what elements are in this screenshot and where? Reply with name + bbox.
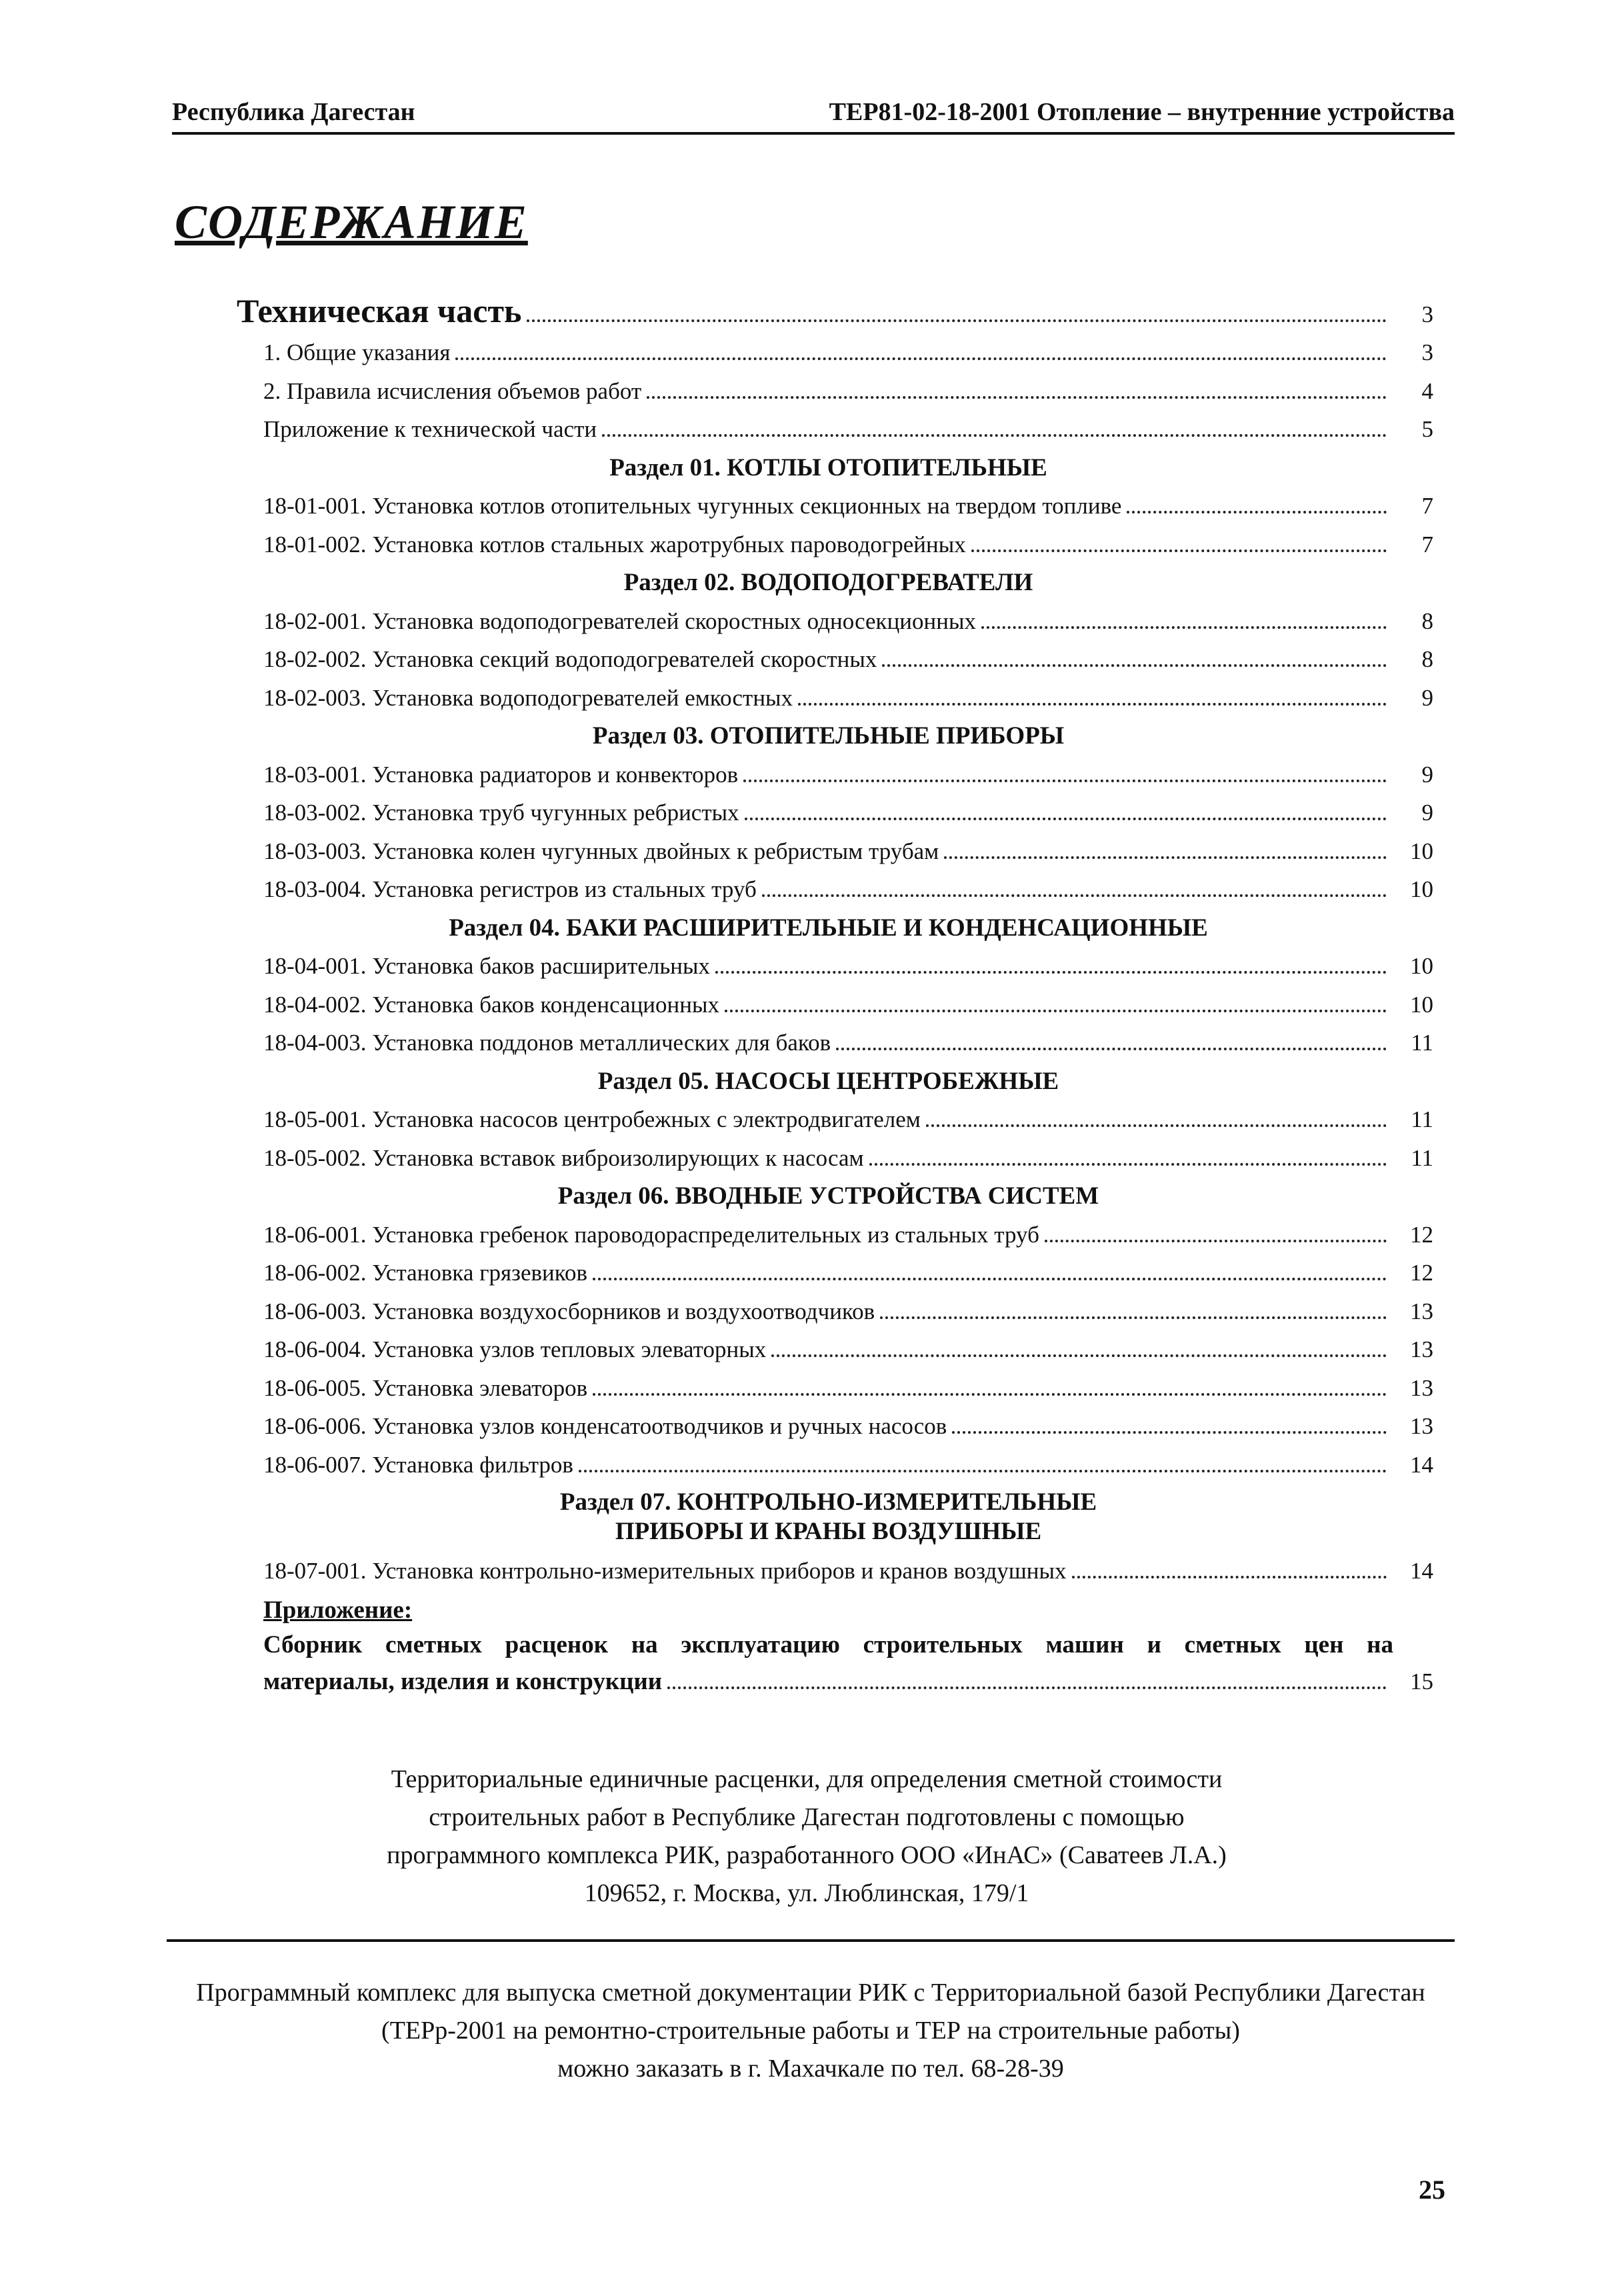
toc-entry[interactable] — [263, 1369, 1433, 1408]
toc-entry[interactable] — [263, 525, 1433, 564]
toc-entry[interactable] — [263, 1292, 1433, 1331]
toc-entry-page: 9 — [1421, 800, 1433, 826]
dot-leader — [647, 396, 1387, 399]
header-region: Республика Дагестан — [172, 98, 415, 126]
footer-block — [167, 1974, 1455, 2088]
toc-entry-label: 18-06-002. Установка грязевиков — [263, 1260, 588, 1286]
dot-leader — [593, 1278, 1387, 1280]
toc-entry-label: 18-07-001. Установка контрольно-измерительных приборов и кранов воздушных — [263, 1558, 1067, 1584]
toc-entry-page: 8 — [1421, 608, 1433, 634]
toc-general-item[interactable] — [263, 333, 1433, 372]
toc-entry[interactable] — [263, 756, 1433, 794]
toc-entry[interactable] — [263, 1216, 1433, 1254]
footer-line: (ТЕРр-2001 на ремонтно-строительные работы и ТЕР на строительные работы) — [381, 2017, 1240, 2045]
toc-entry[interactable] — [263, 1446, 1433, 1484]
toc-entry-label: 18-01-002. Установка котлов стальных жаротрубных пароводогрейных — [263, 531, 966, 557]
toc-entry-label: Техническая часть — [237, 292, 522, 329]
toc-entry-page: 11 — [1411, 1030, 1433, 1056]
credits-line: Территориальные единичные расценки, для определения сметной стоимости — [391, 1765, 1223, 1793]
footer-line: Программный комплекс для выпуска сметной документации РИК с Территориальной базой Республики Дагестан — [196, 1979, 1425, 2007]
toc-entry-page: 10 — [1410, 876, 1433, 902]
toc-entry-page: 13 — [1410, 1336, 1433, 1362]
toc-entry-label: 18-06-007. Установка фильтров — [263, 1451, 573, 1478]
toc-entry-label: 18-04-001. Установка баков расширительных — [263, 953, 711, 979]
dot-leader — [725, 1010, 1387, 1012]
toc-entry-page: 9 — [1421, 684, 1433, 711]
dot-leader — [1072, 1576, 1387, 1578]
toc-general-item[interactable] — [263, 372, 1433, 411]
toc-entry[interactable] — [263, 1024, 1433, 1062]
toc-entry-label: 18-03-004. Установка регистров из стальных труб — [263, 876, 757, 902]
toc-entry-label: 18-01-001. Установка котлов отопительных чугунных секционных на твердом топливе — [263, 493, 1122, 519]
toc-appendix-entry[interactable] — [263, 1662, 1433, 1701]
toc-entry[interactable] — [263, 870, 1433, 909]
toc-entry[interactable] — [263, 1254, 1433, 1292]
dot-leader — [869, 1163, 1387, 1166]
dot-leader — [762, 894, 1387, 897]
toc-entry-label: 2. Правила исчисления объемов работ — [263, 377, 642, 404]
toc-entry[interactable] — [263, 602, 1433, 641]
toc-entry[interactable] — [263, 1330, 1433, 1369]
header-document-code: ТЕР81-02-18-2001 Отопление – внутренние устройства — [829, 98, 1455, 126]
toc-sections — [263, 449, 1433, 1590]
toc-entry[interactable] — [263, 640, 1433, 679]
toc-section-heading[interactable]: Раздел 03. ОТОПИТЕЛЬНЫЕ ПРИБОРЫ — [592, 722, 1065, 750]
dot-leader — [952, 1431, 1387, 1434]
dot-leader — [971, 549, 1387, 552]
dot-leader — [771, 1354, 1387, 1357]
credits-line: строительных работ в Республике Дагестан подготовлены с помощью — [429, 1803, 1185, 1831]
dot-leader — [455, 357, 1387, 360]
dot-leader — [1045, 1240, 1387, 1242]
toc-entry[interactable] — [263, 832, 1433, 871]
toc-entry-page: 10 — [1410, 838, 1433, 864]
toc-entry-page: 14 — [1410, 1558, 1433, 1584]
toc-section-heading[interactable]: Раздел 01. КОТЛЫ ОТОПИТЕЛЬНЫЕ — [609, 453, 1047, 481]
toc-entry-page: 4 — [1421, 377, 1433, 404]
toc-entry[interactable] — [263, 1552, 1433, 1590]
toc-entry-page: 11 — [1411, 1106, 1433, 1132]
toc-entry-page: 14 — [1410, 1451, 1433, 1478]
credits-line: 109652, г. Москва, ул. Люблинская, 179/1 — [584, 1879, 1029, 1907]
toc-entry[interactable] — [263, 1139, 1433, 1178]
dot-leader — [602, 434, 1387, 437]
footer-line: можно заказать в г. Махачкале по тел. 68-28-39 — [557, 2055, 1064, 2083]
dot-leader — [745, 818, 1387, 820]
toc-entry[interactable] — [263, 1100, 1433, 1139]
toc-entry-page: 7 — [1421, 493, 1433, 519]
toc-entry[interactable] — [263, 986, 1433, 1024]
toc-entry[interactable] — [263, 947, 1433, 986]
dot-leader — [880, 1316, 1387, 1319]
table-of-contents — [237, 288, 1433, 1700]
dot-leader — [579, 1470, 1387, 1472]
toc-entry-page: 3 — [1421, 301, 1433, 327]
toc-general-items — [263, 333, 1433, 449]
toc-entry-page: 10 — [1410, 953, 1433, 979]
running-header — [172, 95, 1455, 135]
credits-block — [373, 1761, 1240, 1913]
toc-entry-label: материалы, изделия и конструкции — [263, 1667, 663, 1695]
toc-entry-label: 18-05-002. Установка вставок виброизолирующих к насосам — [263, 1144, 864, 1171]
credits-line: программного комплекса РИК, разработанного ООО «ИнАС» (Саватеев Л.А.) — [387, 1841, 1227, 1869]
toc-entry-label: 18-02-003. Установка водоподогревателей емкостных — [263, 684, 793, 711]
toc-entry[interactable] — [263, 794, 1433, 832]
toc-general-item[interactable] — [263, 410, 1433, 449]
toc-entry-page: 7 — [1421, 531, 1433, 557]
dot-leader — [667, 1686, 1387, 1689]
toc-entry-label: 18-06-003. Установка воздухосборников и воздухоотводчиков — [263, 1298, 875, 1324]
toc-entry-page: 13 — [1410, 1413, 1433, 1439]
toc-entry[interactable] — [263, 1407, 1433, 1446]
toc-entry-page: 12 — [1410, 1260, 1433, 1286]
toc-entry-page: 8 — [1421, 646, 1433, 672]
dot-leader — [527, 319, 1387, 322]
dot-leader — [715, 971, 1387, 974]
toc-entry-label: 18-04-002. Установка баков конденсационных — [263, 991, 720, 1018]
toc-entry-page: 15 — [1410, 1668, 1433, 1694]
toc-entry-page: 12 — [1410, 1221, 1433, 1248]
toc-entry-label: 18-06-006. Установка узлов конденсатоотводчиков и ручных насосов — [263, 1413, 947, 1439]
toc-entry-label: 18-03-003. Установка колен чугунных двойных к ребристым трубам — [263, 838, 939, 864]
toc-section-heading[interactable]: Раздел 02. ВОДОПОДОГРЕВАТЕЛИ — [623, 569, 1033, 596]
toc-entry-label: 18-06-001. Установка гребенок пароводораспределительных из стальных труб — [263, 1221, 1039, 1248]
page-number: 25 — [1419, 2175, 1445, 2205]
toc-entry-label: 18-02-001. Установка водоподогревателей скоростных односекционных — [263, 608, 977, 634]
dot-leader — [1127, 511, 1387, 513]
dot-leader — [836, 1048, 1387, 1050]
toc-entry-page: 10 — [1410, 991, 1433, 1018]
toc-entry-page: 9 — [1421, 761, 1433, 788]
page-title: СОДЕРЖАНИЕ — [175, 195, 528, 249]
toc-entry-label: 18-03-002. Установка труб чугунных ребристых — [263, 800, 739, 826]
toc-entry-label: 18-06-004. Установка узлов тепловых элеваторных — [263, 1336, 767, 1362]
dot-leader — [981, 626, 1387, 629]
toc-section-heading[interactable]: Раздел 06. ВВОДНЫЕ УСТРОЙСТВА СИСТЕМ — [557, 1182, 1099, 1210]
dot-leader — [944, 856, 1387, 859]
toc-entry-page: 13 — [1410, 1374, 1433, 1401]
toc-entry-page: 3 — [1421, 339, 1433, 365]
toc-entry-label: 18-03-001. Установка радиаторов и конвекторов — [263, 761, 739, 788]
toc-entry-label: 18-04-003. Установка поддонов металлических для баков — [263, 1030, 831, 1056]
toc-appendix-line1[interactable]: Сборник сметных расценок на эксплуатацию строительных машин и сметных цен на — [263, 1630, 1393, 1658]
toc-section-heading[interactable]: Раздел 05. НАСОСЫ ЦЕНТРОБЕЖНЫЕ — [597, 1067, 1059, 1095]
dot-leader — [743, 780, 1387, 782]
dot-leader — [926, 1124, 1387, 1127]
dot-leader — [593, 1393, 1387, 1396]
divider-line — [167, 1939, 1455, 1942]
toc-appendix-heading: Приложение: — [263, 1596, 413, 1624]
toc-technical-part[interactable] — [237, 288, 1433, 333]
dot-leader — [882, 664, 1387, 667]
dot-leader — [798, 703, 1387, 706]
toc-entry-page: 13 — [1410, 1298, 1433, 1324]
toc-entry-label: 18-02-002. Установка секций водоподогревателей скоростных — [263, 646, 877, 672]
toc-entry[interactable] — [263, 679, 1433, 718]
toc-entry-label: 18-06-005. Установка элеваторов — [263, 1374, 588, 1401]
toc-entry-label: 18-05-001. Установка насосов центробежных с электродвигателем — [263, 1106, 921, 1132]
toc-entry-page: 11 — [1411, 1144, 1433, 1171]
toc-section-heading[interactable]: Раздел 07. КОНТРОЛЬНО-ИЗМЕРИТЕЛЬНЫЕ ПРИБОРЫ И КРАНЫ ВОЗДУШНЫЕ — [559, 1488, 1097, 1545]
toc-entry-label: Приложение к технической части — [263, 416, 597, 442]
toc-entry-label: 1. Общие указания — [263, 339, 451, 365]
toc-entry-page: 5 — [1421, 416, 1433, 442]
toc-section-heading[interactable]: Раздел 04. БАКИ РАСШИРИТЕЛЬНЫЕ И КОНДЕНСАЦИОННЫЕ — [449, 914, 1208, 942]
toc-entry[interactable] — [263, 487, 1433, 525]
